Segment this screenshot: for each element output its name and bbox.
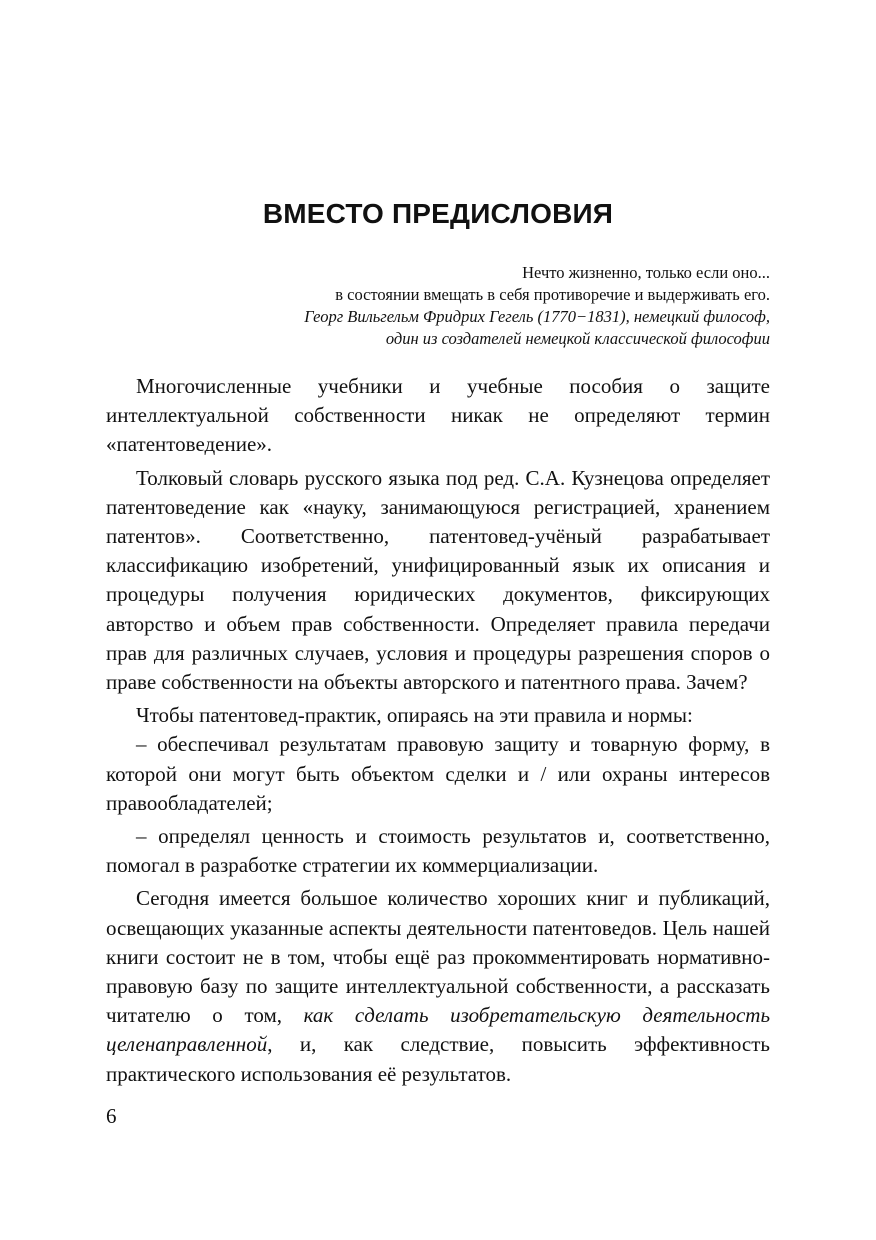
paragraph-6 — [106, 884, 770, 1088]
paragraph-2: Толковый словарь русского языка под ред. С.А. Кузнецова определяет патентоведение как «науку, занимающуюся регистрацией, хранением патентов». Соответственно, патентовед-учёный разрабатывает классификацию изобретений, унифицированный язык их описания и процедуры получения юридических документов, фиксирующих авторство и объем прав собственности. Определяет правила передачи прав для различных случаев, условия и процедуры разрешения споров о праве собственности на объекты авторского и патентного права. Зачем? — [106, 465, 770, 695]
epigraph-line-2: в состоянии вмещать в себя противоречие и выдерживать его. — [335, 285, 770, 304]
chapter-title: ВМЕСТО ПРЕДИСЛОВИЯ — [262, 198, 614, 229]
page-number: 6 — [106, 1104, 117, 1128]
epigraph — [210, 262, 770, 350]
paragraph-4-list-item: – обеспечивал результатам правовую защиту и товарную форму, в которой они могут быть объектом сделки и / или охраны интересов правообладателей; — [106, 732, 770, 815]
paragraph-1: Многочисленные учебники и учебные пособия о защите интеллектуальной собственности никак не определяют термин «патентоведение». — [106, 374, 770, 457]
epigraph-author-line-1: Георг Вильгельм Фридрих Гегель (1770−1831), немецкий философ, — [304, 307, 770, 326]
paragraph-6-emphasis: как сделать изобретательскую деятельность целенаправленной — [106, 1003, 770, 1057]
epigraph-line-1: Нечто жизненно, только если оно... — [522, 263, 770, 282]
paragraph-6-end: , и, как следствие, повысить эффективность практического использования её результатов. — [106, 1032, 770, 1086]
paragraph-6-start: Сегодня имеется большое количество хороших книг и публикаций, освещающих указанные аспекты деятельности патентоведов. Цель нашей книги состоит не в том, чтобы ещё раз прокомментировать нормативно-правовую базу по защите интеллектуальной собственности, а рассказать читателю о том, — [106, 886, 770, 1028]
epigraph-author-line-2: один из создателей немецкой классической философии — [385, 329, 770, 348]
main-text — [106, 372, 770, 1093]
paragraph-5-list-item: – определял ценность и стоимость результатов и, соответственно, помогал в разработке стратегии их коммерциализации. — [106, 824, 770, 878]
paragraph-3: Чтобы патентовед-практик, опираясь на эти правила и нормы: — [136, 703, 693, 728]
